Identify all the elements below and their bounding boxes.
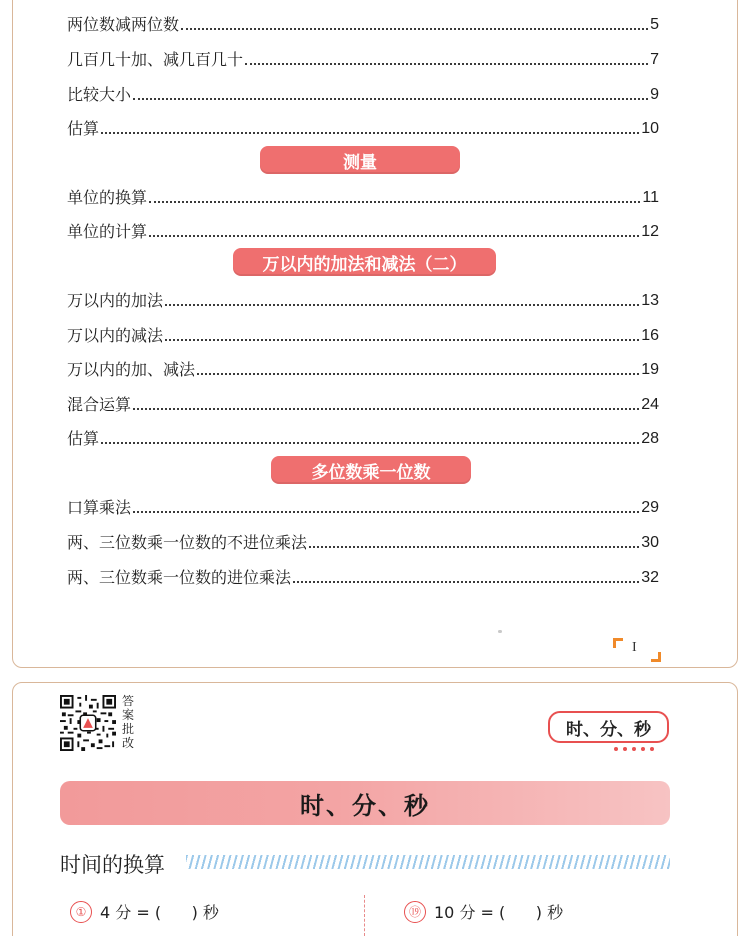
toc-entry-label: 单位的计算 <box>67 222 148 241</box>
toc-entry-page: 16 <box>641 327 659 344</box>
question-number: ① <box>70 901 92 923</box>
toc-entry[interactable] <box>67 527 659 553</box>
toc-entry-label: 比较大小 <box>67 85 132 104</box>
qr-label-char: 改 <box>121 736 134 750</box>
decorative-dots <box>614 747 654 751</box>
dot-leader <box>133 511 639 513</box>
toc-entry-page: 32 <box>641 569 659 586</box>
section-header-label: 测量 <box>343 152 377 173</box>
toc-entry[interactable] <box>67 389 659 415</box>
qr-code-icon[interactable] <box>60 695 116 751</box>
qr-label-char: 答 <box>121 694 134 708</box>
toc-entry-label: 几百几十加、减几百几十 <box>67 50 244 69</box>
section-subheading: 时间的换算 <box>60 853 165 877</box>
question-text: 10 分 = ( ) 秒 <box>434 903 564 922</box>
toc-entry-label: 估算 <box>67 119 100 138</box>
toc-entry-page: 29 <box>641 499 659 516</box>
dot-leader <box>165 304 639 306</box>
dot-leader <box>165 339 639 341</box>
toc-entry[interactable] <box>67 182 659 208</box>
section-header-label: 多位数乘一位数 <box>311 462 431 483</box>
dot-leader <box>181 28 648 30</box>
toc-entry-label: 混合运算 <box>67 395 132 414</box>
toc-entry-page: 28 <box>641 430 659 447</box>
toc-entry-page: 11 <box>642 189 659 206</box>
toc-entry[interactable] <box>67 492 659 518</box>
corner-bracket-icon <box>613 638 623 648</box>
toc-entry-label: 万以内的加、减法 <box>67 360 196 379</box>
toc-entry-page: 7 <box>650 51 659 68</box>
section-header-label: 万以内的加法和减法（二） <box>262 254 467 275</box>
decorative-stripe <box>186 855 670 869</box>
toc-entry[interactable] <box>67 79 659 105</box>
toc-entry-page: 12 <box>641 223 659 240</box>
print-speck <box>498 630 502 633</box>
toc-entry-page: 30 <box>641 534 659 551</box>
dot-leader <box>149 235 639 237</box>
dot-leader <box>149 201 640 203</box>
dot-leader <box>101 442 639 444</box>
toc-entry-label: 单位的换算 <box>67 188 148 207</box>
qr-label-char: 批 <box>121 722 134 736</box>
column-divider <box>364 895 365 936</box>
toc-entry-page: 19 <box>641 361 659 378</box>
topic-badge-label: 时、分、秒 <box>566 719 651 740</box>
toc-entry-page: 10 <box>641 120 659 137</box>
dot-leader <box>293 581 639 583</box>
toc-entry[interactable] <box>67 285 659 311</box>
dot-leader <box>101 132 639 134</box>
question-item <box>70 900 219 923</box>
dot-leader <box>197 373 639 375</box>
toc-entry-label: 两、三位数乘一位数的进位乘法 <box>67 568 292 587</box>
dot-leader <box>133 98 648 100</box>
toc-entry[interactable] <box>67 423 659 449</box>
toc-entry[interactable] <box>67 354 659 380</box>
qr-label <box>120 694 136 750</box>
dot-leader <box>133 408 639 410</box>
question-text: 4 分 = ( ) 秒 <box>100 903 219 922</box>
lesson-title: 时、分、秒 <box>300 791 430 820</box>
lesson-title-banner <box>60 781 670 825</box>
corner-bracket-icon <box>651 652 661 662</box>
section-header-measurement <box>260 146 460 174</box>
toc-entry-page: 24 <box>641 396 659 413</box>
toc-entry-label: 两位数减两位数 <box>67 15 180 34</box>
toc-entry-page: 13 <box>641 292 659 309</box>
section-header-add-subtract <box>233 248 496 276</box>
qr-label-char: 案 <box>121 708 134 722</box>
toc-entry-page: 5 <box>650 16 659 33</box>
toc-entry[interactable] <box>67 216 659 242</box>
question-item <box>404 900 563 923</box>
toc-entry-label: 万以内的加法 <box>67 291 164 310</box>
page-number: I <box>632 640 637 655</box>
dot-leader <box>245 63 648 65</box>
toc-entry[interactable] <box>67 113 659 139</box>
toc-entry[interactable] <box>67 44 659 70</box>
question-number: ⑲ <box>404 901 426 923</box>
topic-badge <box>548 711 669 743</box>
toc-entry[interactable] <box>67 320 659 346</box>
page-number-marker <box>613 638 661 662</box>
toc-entry[interactable] <box>67 9 659 35</box>
dot-leader <box>309 546 639 548</box>
section-header-multiplication <box>271 456 471 484</box>
toc-entry-page: 9 <box>650 86 659 103</box>
toc-entry-label: 两、三位数乘一位数的不进位乘法 <box>67 533 308 552</box>
toc-entry-label: 估算 <box>67 429 100 448</box>
toc-entry-label: 万以内的减法 <box>67 326 164 345</box>
toc-entry[interactable] <box>67 562 659 588</box>
toc-entry-label: 口算乘法 <box>67 498 132 517</box>
